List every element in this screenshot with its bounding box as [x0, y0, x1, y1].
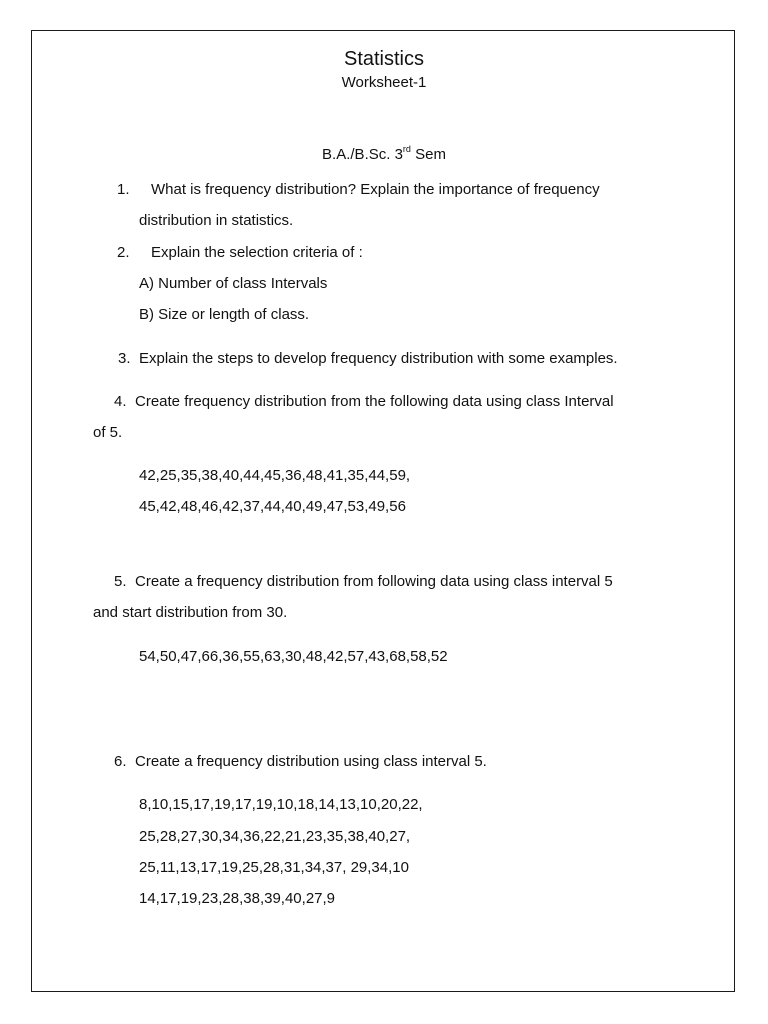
- question-4-line-2: of 5.: [93, 424, 123, 441]
- question-4-data-2: 45,42,48,46,42,37,44,40,49,47,53,49,56: [139, 498, 406, 515]
- question-3-number: 3.: [118, 350, 131, 367]
- course-prefix: B.A./B.Sc. 3: [322, 146, 403, 163]
- question-2-line-1: Explain the selection criteria of :: [151, 244, 363, 261]
- question-6-number: 6.: [114, 753, 127, 770]
- question-4-data-1: 42,25,35,38,40,44,45,36,48,41,35,44,59,: [139, 467, 411, 484]
- question-2-number: 2.: [117, 244, 130, 261]
- question-6-line-1: Create a frequency distribution using class interval 5.: [135, 753, 487, 770]
- question-6-data-4: 14,17,19,23,28,38,39,40,27,9: [139, 890, 336, 907]
- course-suffix: Sem: [410, 146, 446, 163]
- question-4-number: 4.: [114, 393, 127, 410]
- question-5-data-1: 54,50,47,66,36,55,63,30,48,42,57,43,68,58,52: [139, 648, 448, 665]
- question-1-line-2: distribution in statistics.: [139, 212, 294, 229]
- course-superscript: rd: [402, 144, 411, 154]
- question-2-option-b: B) Size or length of class.: [139, 306, 310, 323]
- question-2-option-a: A) Number of class Intervals: [139, 275, 328, 292]
- question-5-line-1: Create a frequency distribution from following data using class interval 5: [135, 573, 613, 590]
- worksheet-subtitle: Worksheet-1: [341, 74, 427, 91]
- question-1-number: 1.: [117, 181, 130, 198]
- question-1-line-1: What is frequency distribution? Explain the importance of frequency: [151, 181, 600, 198]
- question-5-number: 5.: [114, 573, 127, 590]
- course-label: [0, 146, 768, 164]
- question-3-line-1: Explain the steps to develop frequency distribution with some examples.: [139, 350, 618, 367]
- question-6-data-3: 25,11,13,17,19,25,28,31,34,37, 29,34,10: [139, 859, 409, 876]
- question-6-data-2: 25,28,27,30,34,36,22,21,23,35,38,40,27,: [139, 828, 411, 845]
- question-4-line-1: Create frequency distribution from the following data using class Interval: [135, 393, 614, 410]
- question-5-line-2: and start distribution from 30.: [93, 604, 288, 621]
- question-6-data-1: 8,10,15,17,19,17,19,10,18,14,13,10,20,22,: [139, 796, 423, 813]
- worksheet-title: Statistics: [343, 48, 425, 70]
